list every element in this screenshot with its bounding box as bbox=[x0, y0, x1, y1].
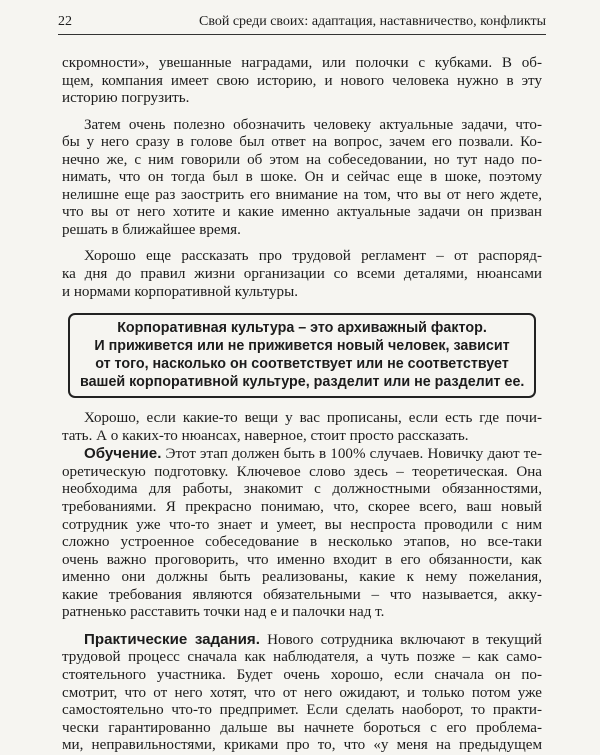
text-line bbox=[62, 631, 542, 650]
text-line: именно они должны быть реализованы, какие к нему пожелания, bbox=[62, 569, 542, 586]
text-line: нимать, что он тогда был в шоке. Он и сейчас еще в шоке, поэтому bbox=[62, 169, 542, 186]
callout-line: от того, насколько он соответствует или не соответствует bbox=[95, 355, 509, 372]
term-training: Обучение. bbox=[84, 445, 162, 463]
text-line: смотрит, что от него хотят, что от него ожидают, и только потом уже bbox=[62, 684, 542, 701]
text-fragment: Нового сотрудника включают в текущий bbox=[259, 631, 542, 648]
running-header bbox=[58, 14, 546, 35]
paragraph-practice bbox=[62, 631, 542, 755]
page-number: 22 bbox=[58, 14, 72, 29]
paragraph-training bbox=[62, 445, 542, 621]
paragraph-regulations bbox=[62, 248, 542, 301]
text-line: сотрудник уже что-то знает и умеет, вы неспроста проводили с ним bbox=[62, 516, 542, 533]
text-line: сложно устроенное собеседование в несколько этапов, но все-таки bbox=[62, 534, 542, 551]
text-line: нелишне еще раз заострить его внимание на том, что вы от него ждете, bbox=[62, 186, 542, 203]
body-text bbox=[62, 55, 542, 755]
text-line: решать в ближайшее время. bbox=[62, 221, 241, 238]
text-line: ми, неправильностями, криками про то, что «у меня на предыдущем bbox=[62, 737, 542, 754]
text-line: самостоятельно что-то предпримет. Если сделать наоборот, то практи- bbox=[62, 702, 542, 719]
callout-line: И приживется или не приживется новый человек, зависит bbox=[94, 337, 510, 354]
term-practice: Практические задания. bbox=[84, 630, 260, 648]
text-fragment: Этот этап должен быть в 100% случаев. Новичку дают те- bbox=[161, 446, 542, 463]
text-line: оретическую подготовку. Ключевое слово здесь – теоретическая. Она bbox=[62, 463, 542, 480]
text-line: Затем очень полезно обозначить человеку актуальные задачи, что- bbox=[84, 116, 542, 133]
text-line: нечно же, с ним говорили об этом на собеседовании, но тут надо по- bbox=[62, 151, 542, 168]
text-line: необходима для работы, знакомит с должностными обязанностями, bbox=[62, 481, 542, 498]
text-line: историю погрузить. bbox=[62, 90, 190, 107]
text-line: ратненько расставить точки над е и палочки над т. bbox=[62, 604, 385, 621]
text-line: тать. А о каких-то нюансах, наверное, стоит просто рассказать. bbox=[62, 427, 469, 444]
paragraph-history bbox=[62, 55, 542, 108]
text-line: какие требования являются обязательными – что называется, акку- bbox=[62, 586, 542, 603]
callout-line: Корпоративная культура – это архиважный фактор. bbox=[117, 320, 487, 337]
text-line bbox=[62, 445, 542, 464]
text-line: трудовой процесс сначала как наблюдателя, а чуть позже – как само- bbox=[62, 649, 542, 666]
text-line: ка дня до правил жизни организации со всеми деталями, нюансами bbox=[62, 266, 542, 283]
text-line: Хорошо еще рассказать про трудовой регламент – от распоряд- bbox=[84, 248, 542, 265]
text-line: стоятельного участника. Будет очень хорошо, если сначала он по- bbox=[62, 666, 542, 683]
text-line: что вы от него хотите и какие именно актуальные задачи он призван bbox=[62, 204, 542, 221]
paragraph-tasks bbox=[62, 117, 542, 240]
text-line: очень важно проговорить, что именно входит в его обязанности, как bbox=[62, 551, 542, 568]
callout-box bbox=[68, 313, 536, 398]
chapter-title: Свой среди своих: адаптация, наставничество, конфликты bbox=[199, 14, 546, 29]
callout-line: вашей корпоративной культуре, разделит или не разделит ее. bbox=[80, 373, 525, 390]
text-line: чески гарантированно дальше вы начнете бороться с его проблема- bbox=[62, 719, 542, 736]
paragraph-documents bbox=[62, 410, 542, 445]
text-line: и нормами корпоративной культуры. bbox=[62, 283, 299, 300]
text-line: щем, компания имеет свою историю, и нового человека нужно в эту bbox=[62, 72, 542, 89]
text-line: скромности», увешанные наградами, или полочки с кубками. В об- bbox=[62, 55, 542, 71]
text-line: Хорошо, если какие-то вещи у вас прописаны, если есть где почи- bbox=[84, 410, 542, 427]
text-line: бы у него сразу в голове был ответ на вопрос, зачем его позвали. Ко- bbox=[62, 134, 542, 151]
text-line: требованиями. Я прекрасно понимаю, что, скорее всего, ваш новый bbox=[62, 499, 542, 516]
